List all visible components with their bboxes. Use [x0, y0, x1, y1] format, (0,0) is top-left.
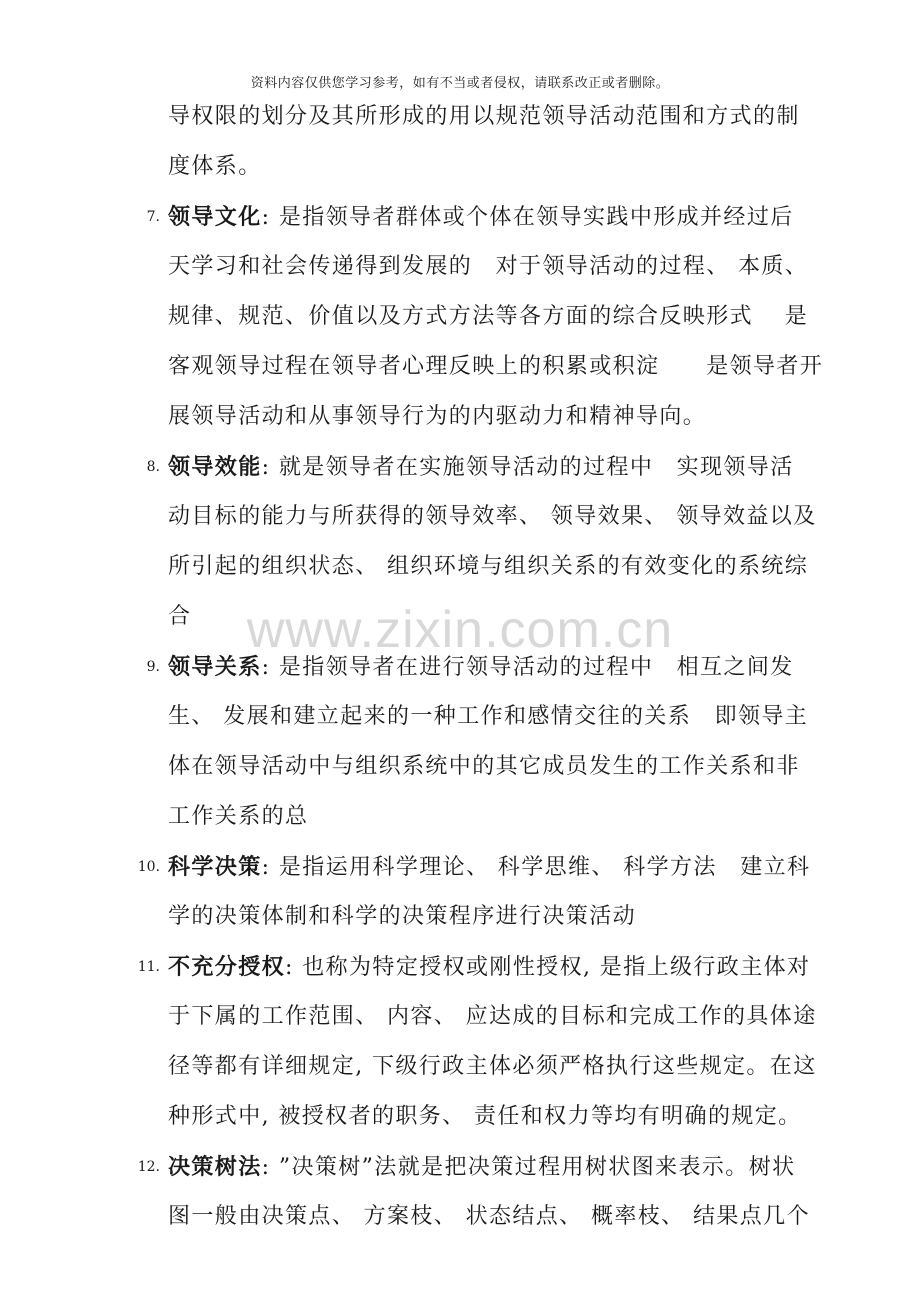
entry-first-line [168, 842, 810, 892]
entry-first-line [168, 192, 794, 242]
entry-term: 领导效能 [168, 454, 262, 480]
entry-term: 领导关系 [168, 654, 262, 680]
entry-number: 10. [137, 859, 160, 875]
entry-line: 工作关系的总 [168, 804, 309, 829]
entry-number: 7. [146, 209, 160, 225]
entry-text: : ”决策树”法就是把决策过程用树状图来表示。树状 [261, 1155, 796, 1180]
entry-term: 决策树法 [168, 1154, 262, 1180]
entry-term: 领导文化 [168, 204, 262, 230]
entry-first-line [168, 942, 810, 992]
entry-line: 于下属的工作范围、 内容、 应达成的目标和完成工作的具体途 [168, 1004, 817, 1029]
entry-first-line [168, 1142, 796, 1192]
watermark: www.zixin.com.cn [246, 601, 674, 659]
entry-line: 学的决策体制和科学的决策程序进行决策活动 [168, 904, 637, 929]
entry-first-line [168, 642, 794, 692]
entry-line: 合 [168, 604, 192, 629]
entry-text: : 是指领导者在进行领导活动的过程中 相互之间发 [261, 655, 794, 680]
entry-text: : 也称为特定授权或刚性授权, 是指上级行政主体对 [285, 955, 811, 980]
entry-number: 8. [146, 459, 160, 475]
entry-line: 所引起的组织状态、 组织环境与组织关系的有效变化的系统综 [168, 554, 809, 579]
entry-number: 9. [146, 659, 160, 675]
entry-text: : 是指运用科学理论、 科学思维、 科学方法 建立科 [261, 855, 811, 880]
entry-term: 科学决策 [168, 854, 262, 880]
entry-text: : 就是领导者在实施领导活动的过程中 实现领导活 [261, 455, 794, 480]
entry-number: 12. [137, 1159, 160, 1175]
entry-line: 天学习和社会传递得到发展的 对于领导活动的过程、 本质、 [168, 254, 809, 279]
entry-line: 展领导活动和从事领导行为的内驱动力和精神导向。 [168, 404, 707, 429]
entry-line: 体在领导活动中与组织系统中的其它成员发生的工作关系和非 [168, 754, 800, 779]
entry-line: 生、 发展和建立起来的一种工作和感情交往的关系 即领导主 [168, 704, 809, 729]
entry-line: 动目标的能力与所获得的领导效率、 领导效果、 领导效益以及 [168, 504, 817, 529]
intro-line: 度体系。 [168, 154, 262, 179]
header-note: 资料内容仅供您学习参考，如有不当或者侵权，请联系改正或者删除。 [250, 76, 670, 91]
entry-number: 11. [137, 959, 160, 975]
entry-text: : 是指领导者群体或个体在领导实践中形成并经过后 [261, 205, 794, 230]
entry-term: 不充分授权 [168, 954, 286, 980]
entry-line: 种形式中, 被授权者的职务、 责任和权力等均有明确的规定。 [168, 1104, 802, 1129]
intro-line: 导权限的划分及其所形成的用以规范领导活动范围和方式的制 [168, 104, 800, 129]
entry-line: 径等都有详细规定, 下级行政主体必须严格执行这些规定。在这 [168, 1054, 817, 1079]
entry-line: 规律、规范、价值以及方式方法等各方面的综合反映形式 是 [168, 304, 809, 329]
entry-line: 图一般由决策点、 方案枝、 状态结点、 概率枝、 结果点几个 [168, 1204, 810, 1229]
entry-line: 客观领导过程在领导者心理反映上的积累或积淀 是领导者开 [168, 354, 824, 379]
entry-first-line [168, 442, 794, 492]
